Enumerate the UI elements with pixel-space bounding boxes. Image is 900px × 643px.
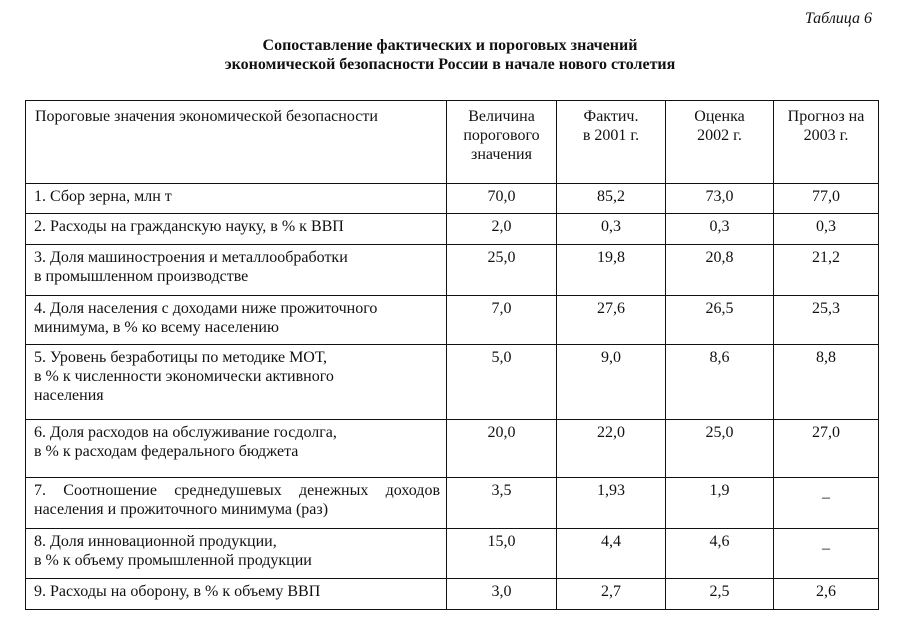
threshold-value: 3,0 xyxy=(447,579,557,610)
estimate-value: 1,9 xyxy=(666,478,774,529)
row-name-line: в промышленном производстве xyxy=(34,268,249,285)
header-forecast-line: 2003 г. xyxy=(803,127,849,144)
row-name-line: 5. Уровень безработицы по методике МОТ, xyxy=(34,349,328,366)
header-fact-line: в 2001 г. xyxy=(582,127,640,144)
threshold-value: 7,0 xyxy=(447,296,557,345)
estimate-value: 4,6 xyxy=(666,529,774,579)
table-row xyxy=(26,579,879,610)
row-name xyxy=(26,214,447,245)
table-row xyxy=(26,245,879,296)
forecast-value: 2,6 xyxy=(774,579,879,610)
header-threshold xyxy=(447,101,557,184)
header-forecast xyxy=(774,101,879,184)
row-name-line: 3. Доля машиностроения и металлообработки xyxy=(34,249,348,266)
fact-value: 85,2 xyxy=(557,184,666,214)
threshold-value: 2,0 xyxy=(447,214,557,245)
estimate-value: 73,0 xyxy=(666,184,774,214)
estimate-value: 2,5 xyxy=(666,579,774,610)
row-name xyxy=(26,579,447,610)
table-row xyxy=(26,420,879,478)
row-name-line: 9. Расходы на оборону, в % к объему ВВП xyxy=(34,583,321,600)
threshold-value: 20,0 xyxy=(447,420,557,478)
forecast-value: – xyxy=(774,478,879,529)
header-fact xyxy=(557,101,666,184)
header-estimate xyxy=(666,101,774,184)
table-row xyxy=(26,478,879,529)
row-name-line: в % к объему промышленной продукции xyxy=(34,552,312,569)
fact-value: 27,6 xyxy=(557,296,666,345)
header-threshold-line: значения xyxy=(471,146,532,163)
forecast-value: 77,0 xyxy=(774,184,879,214)
row-name-line: минимума, в % ко всему населению xyxy=(34,319,279,336)
row-name xyxy=(26,296,447,345)
fact-value: 2,7 xyxy=(557,579,666,610)
estimate-value: 8,6 xyxy=(666,345,774,420)
row-name xyxy=(26,345,447,420)
title-line-1: Сопоставление фактических и пороговых значений xyxy=(262,37,638,54)
header-estimate-line: 2002 г. xyxy=(697,127,742,144)
estimate-value: 25,0 xyxy=(666,420,774,478)
fact-value: 1,93 xyxy=(557,478,666,529)
fact-value: 9,0 xyxy=(557,345,666,420)
threshold-value: 5,0 xyxy=(447,345,557,420)
table-title xyxy=(0,36,900,74)
forecast-value: 27,0 xyxy=(774,420,879,478)
estimate-value: 0,3 xyxy=(666,214,774,245)
forecast-value: – xyxy=(774,529,879,579)
row-name xyxy=(26,478,447,529)
row-name-line: населения xyxy=(34,387,104,404)
row-name-line: в % к расходам федерального бюджета xyxy=(34,443,299,460)
row-name xyxy=(26,529,447,579)
header-forecast-line: Прогноз на xyxy=(787,108,865,125)
header-estimate-line: Оценка xyxy=(694,108,745,125)
row-name-line: населения и прожиточного минимума (раз) xyxy=(34,501,329,518)
threshold-value: 70,0 xyxy=(447,184,557,214)
row-name-line: 6. Доля расходов на обслуживание госдолга, xyxy=(34,424,337,441)
estimate-value: 26,5 xyxy=(666,296,774,345)
table-row xyxy=(26,184,879,214)
row-name-line: в % к численности экономически активного xyxy=(34,368,334,385)
forecast-value: 0,3 xyxy=(774,214,879,245)
fact-value: 19,8 xyxy=(557,245,666,296)
forecast-value: 8,8 xyxy=(774,345,879,420)
forecast-value: 21,2 xyxy=(774,245,879,296)
forecast-value: 25,3 xyxy=(774,296,879,345)
header-threshold-line: порогового xyxy=(463,127,540,144)
row-name xyxy=(26,245,447,296)
row-name-line: 2. Расходы на гражданскую науку, в % к ВВП xyxy=(34,218,344,235)
fact-value: 0,3 xyxy=(557,214,666,245)
table-row xyxy=(26,296,879,345)
header-threshold-line: Величина xyxy=(468,108,535,125)
row-name-line: 7. Соотношение среднедушевых денежных доходов xyxy=(34,482,440,499)
fact-value: 22,0 xyxy=(557,420,666,478)
row-name-line: 4. Доля населения с доходами ниже прожиточного xyxy=(34,300,378,317)
threshold-value: 3,5 xyxy=(447,478,557,529)
threshold-value: 25,0 xyxy=(447,245,557,296)
row-name xyxy=(26,184,447,214)
row-name xyxy=(26,420,447,478)
header-name: Пороговые значения экономической безопасности xyxy=(26,101,447,184)
fact-value: 4,4 xyxy=(557,529,666,579)
threshold-value: 15,0 xyxy=(447,529,557,579)
table-row xyxy=(26,529,879,579)
estimate-value: 20,8 xyxy=(666,245,774,296)
header-fact-line: Фактич. xyxy=(583,108,639,125)
row-name-line: 8. Доля инновационной продукции, xyxy=(34,533,277,550)
table-number: Таблица 6 xyxy=(804,10,872,27)
table-row xyxy=(26,345,879,420)
table-row xyxy=(26,214,879,245)
row-name-line: 1. Сбор зерна, млн т xyxy=(34,188,172,205)
title-line-2: экономической безопасности России в начале нового столетия xyxy=(224,56,676,73)
thresholds-table xyxy=(25,100,879,610)
header-row xyxy=(26,101,879,184)
